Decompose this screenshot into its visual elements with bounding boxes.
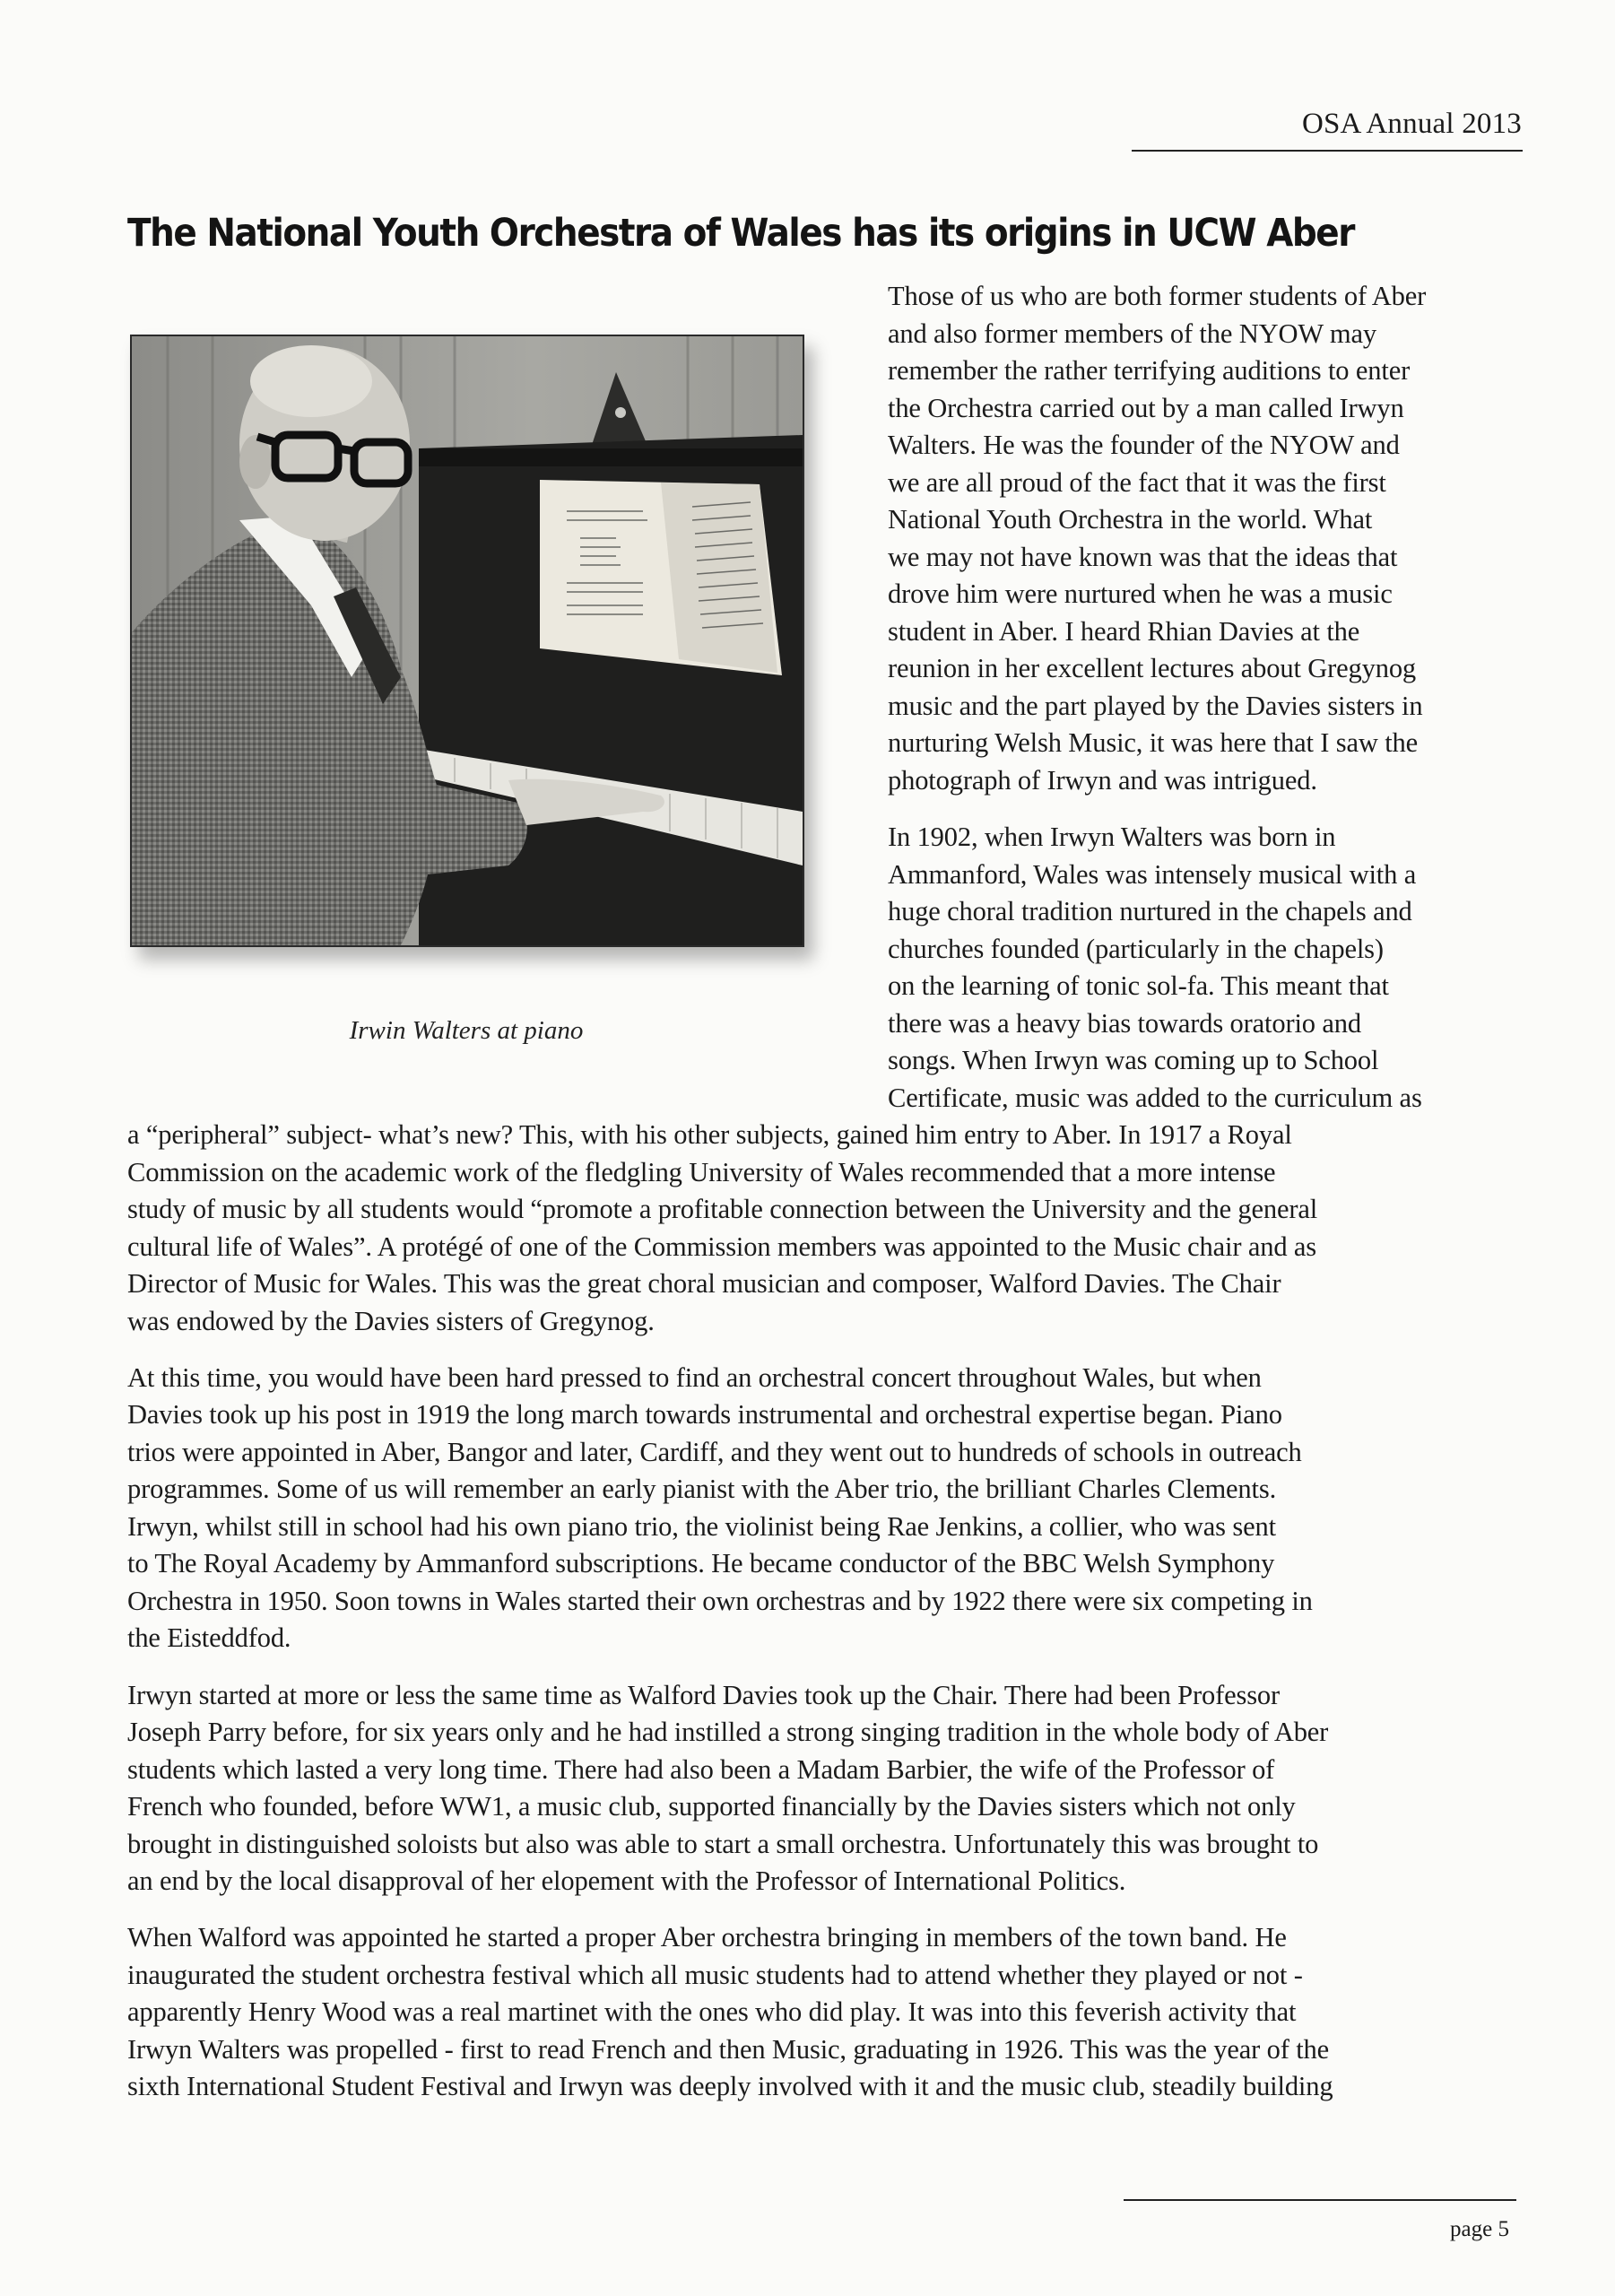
text-line: and also former members of the NYOW may xyxy=(888,318,1376,349)
text-line: music and the part played by the Davies sisters in xyxy=(888,691,1423,721)
text-line: drove him were nurtured when he was a music xyxy=(888,578,1393,609)
text-line: sixth International Student Festival and Irwyn was deeply involved with it and the music club, steadily building xyxy=(127,2071,1333,2101)
text-line: At this time, you would have been hard pressed to find an orchestral concert throughout Wales, but when xyxy=(127,1362,1262,1393)
text-line: trios were appointed in Aber, Bangor and later, Cardiff, and they went out to hundreds of schools in outreach xyxy=(127,1437,1302,1467)
text-line: we may not have known was that the ideas that xyxy=(888,542,1398,572)
text-line: Ammanford, Wales was intensely musical with a xyxy=(888,859,1417,890)
text-line: Director of Music for Wales. This was the great choral musician and composer, Walford Davies. The Chair xyxy=(127,1268,1281,1299)
text-line: songs. When Irwyn was coming up to School xyxy=(888,1045,1379,1075)
text-line: apparently Henry Wood was a real martinet with the ones who did play. It was into this feverish activity that xyxy=(127,1996,1297,2027)
header-rule xyxy=(1132,150,1523,152)
text-line: National Youth Orchestra in the world. What xyxy=(888,504,1373,535)
text-line: Irwyn, whilst still in school had his own piano trio, the violinist being Rae Jenkins, a collier, who was sent xyxy=(127,1511,1276,1542)
text-line: huge choral tradition nurtured in the chapels and xyxy=(888,896,1412,926)
article-title: The National Youth Orchestra of Wales has its origins in UCW Aber xyxy=(127,211,1354,256)
text-line: remember the rather terrifying auditions to enter xyxy=(888,355,1411,386)
photo-caption: Irwin Walters at piano xyxy=(349,1016,584,1045)
text-line: the Orchestra carried out by a man called Irwyn xyxy=(888,393,1404,423)
publication-title: OSA Annual 2013 xyxy=(1301,108,1522,140)
text-line: photograph of Irwyn and was intrigued. xyxy=(888,765,1317,796)
text-line: on the learning of tonic sol-fa. This meant that xyxy=(888,970,1389,1001)
text-line: Orchestra in 1950. Soon towns in Wales started their own orchestras and by 1922 there were six competing in xyxy=(127,1586,1313,1616)
footer-rule xyxy=(1124,2199,1516,2201)
text-line: study of music by all students would “promote a profitable connection between the University and the general xyxy=(127,1194,1318,1224)
photo-illustration xyxy=(132,336,803,945)
text-line: Those of us who are both former students of Aber xyxy=(888,281,1427,311)
text-line: French who founded, before WW1, a music club, supported financially by the Davies sisters which not only xyxy=(127,1791,1296,1822)
text-line: was endowed by the Davies sisters of Gregynog. xyxy=(127,1306,655,1336)
page-number: page 5 xyxy=(1450,2217,1509,2241)
text-line: to The Royal Academy by Ammanford subscriptions. He became conductor of the BBC Welsh Symphony xyxy=(127,1548,1275,1578)
text-line: Irwyn Walters was propelled - first to read French and then Music, graduating in 1926. This was the year of the xyxy=(127,2034,1330,2065)
text-line: Irwyn started at more or less the same time as Walford Davies took up the Chair. There had been Professor xyxy=(127,1680,1281,1710)
text-line: programmes. Some of us will remember an early pianist with the Aber trio, the brilliant Charles Clements. xyxy=(127,1474,1277,1504)
text-line: a “peripheral” subject- what’s new? This, with his other subjects, gained him entry to Aber. In 1917 a Royal xyxy=(127,1119,1292,1150)
text-line: When Walford was appointed he started a proper Aber orchestra bringing in members of the town band. He xyxy=(127,1922,1287,1952)
text-line: Certificate, music was added to the curriculum as xyxy=(888,1083,1422,1113)
photo-irwyn-walters-at-piano xyxy=(130,335,804,947)
text-line: the Eisteddfod. xyxy=(127,1622,291,1653)
text-line: Joseph Parry before, for six years only and he had instilled a strong singing tradition in the whole body of Aber xyxy=(127,1717,1329,1747)
text-line: reunion in her excellent lectures about Gregynog xyxy=(888,653,1417,683)
text-line: students which lasted a very long time. There had also been a Madam Barbier, the wife of the Professor of xyxy=(127,1754,1275,1785)
text-line: Commission on the academic work of the fledgling University of Wales recommended that a more intense xyxy=(127,1157,1276,1187)
text-line: student in Aber. I heard Rhian Davies at the xyxy=(888,616,1360,647)
text-line: brought in distinguished soloists but also was able to start a small orchestra. Unfortunately this was brought to xyxy=(127,1829,1319,1859)
text-line: churches founded (particularly in the chapels) xyxy=(888,934,1384,964)
text-line: inaugurated the student orchestra festival which all music students had to attend whether they played or not - xyxy=(127,1960,1303,1990)
text-line: there was a heavy bias towards oratorio and xyxy=(888,1008,1361,1039)
text-line: cultural life of Wales”. A protégé of one of the Commission members was appointed to the Music chair and as xyxy=(127,1231,1316,1262)
text-line: nurturing Welsh Music, it was here that I saw the xyxy=(888,727,1419,758)
text-line: we are all proud of the fact that it was the first xyxy=(888,467,1386,498)
text-line: an end by the local disapproval of her elopement with the Professor of International Politics. xyxy=(127,1866,1126,1896)
text-line: In 1902, when Irwyn Walters was born in xyxy=(888,822,1336,852)
text-line: Davies took up his post in 1919 the long march towards instrumental and orchestral expertise began. Piano xyxy=(127,1399,1282,1430)
text-line: Walters. He was the founder of the NYOW and xyxy=(888,430,1400,460)
